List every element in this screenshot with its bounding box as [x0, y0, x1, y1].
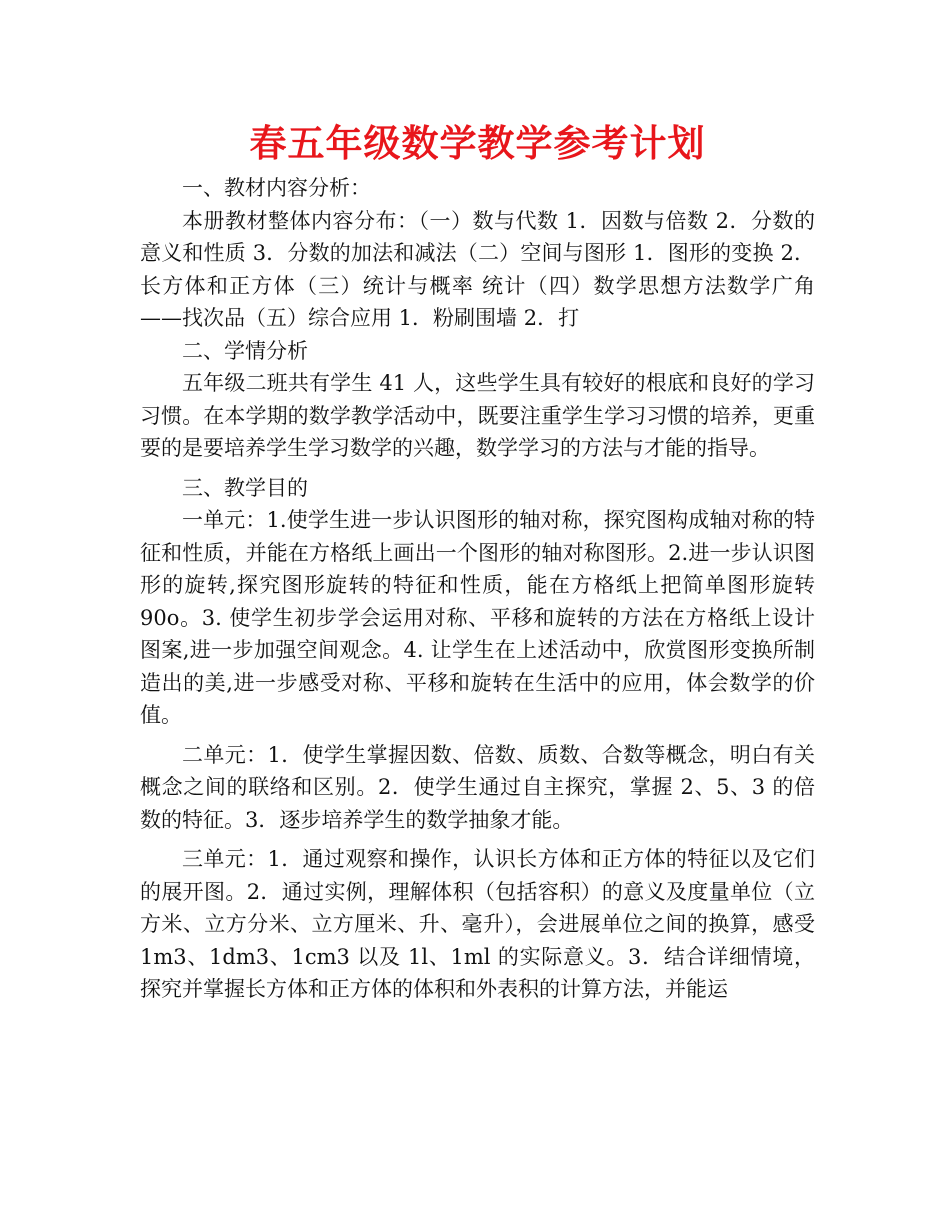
section-heading: 三、教学目的 [182, 475, 308, 500]
paragraph: 三单元：1．通过观察和操作，认识长方体和正方体的特征以及它们的展开图。2．通过实例，理解体积（包括容积）的意义及度量单位（立方米、立方分米、立方厘米、升、毫升），会进展单位之间的换算，感受 1m3、1dm3、1cm3 以及 1l、1ml 的实际意义。3．结合详细情境，探究并掌握长方体和正方体的体积和外表积的计算方法，并能运 [140, 847, 815, 1001]
section-teaching-goals [140, 472, 815, 1006]
document-page [140, 118, 815, 1006]
section-materials [140, 172, 815, 335]
paragraph: 五年级二班共有学生 41 人，这些学生具有较好的根底和良好的学习习惯。在本学期的数学教学活动中，既要注重学生学习习惯的培养，更重要的是要培养学生学习数学的兴趣，数学学习的方法与才能的指导。 [140, 371, 815, 460]
section-heading: 一、教材内容分析： [182, 176, 371, 200]
section-student-analysis [140, 335, 815, 465]
paragraph: 一单元：1.使学生进一步认识图形的轴对称，探究图构成轴对称的特征和性质，并能在方格纸上画出一个图形的轴对称图形。2.进一步认识图形的旋转,探究图形旋转的特征和性质，能在方格纸上把简单图形旋转 90o。3. 使学生初步学会运用对称、平移和旋转的方法在方格纸上设计图案,进一步加强空间观念。4. 让学生在上述活动中，欣赏图形变换所制造出的美,进一步感受对称、平移和旋转在生活中的应用，体会数学的价值。 [140, 508, 815, 727]
paragraph: 二单元：1．使学生掌握因数、倍数、质数、合数等概念，明白有关概念之间的联络和区别。2．使学生通过自主探究，掌握 2、5、3 的倍数的特征。3．逐步培养学生的数学抽象才能。 [140, 742, 815, 832]
document-title: 春五年级数学教学参考计划 [249, 122, 706, 165]
section-heading: 二、学情分析 [182, 338, 308, 363]
paragraph: 本册教材整体内容分布：（一）数与代数 1．因数与倍数 2．分数的意义和性质 3．分数的加法和减法（二）空间与图形 1．图形的变换 2．长方体和正方体（三）统计与概率 统计（四）数学思想方法数学广角——找次品（五）综合应用 1．粉刷围墙 2．打 [140, 208, 815, 330]
